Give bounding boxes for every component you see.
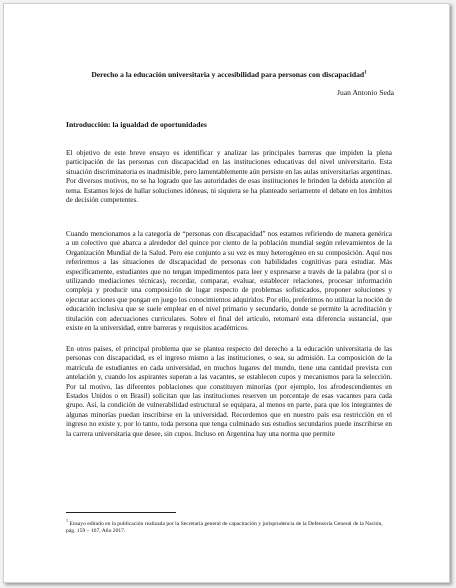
footnote-divider — [66, 512, 176, 513]
section-heading: Introducción: la igualdad de oportunidades — [66, 120, 207, 129]
document-title — [44, 70, 414, 80]
footnote — [66, 517, 392, 536]
title-footnote-marker: 1 — [364, 70, 367, 76]
document-page — [3, 3, 450, 583]
paragraph: Cuando mencionamos a la categoría de “personas con discapacidad” nos estamos refiriendo de manera genérica a un colectivo que abarca a alrededor del quince por ciento de la población mundial según relevamientos de la Organización Mundial de la Salud. Pero ese conjunto a su vez es muy heterogéneo en su composición. Aquí nos referiremos a las situaciones de discapacidad de personas con habilidades cognitivas para estudiar. Más específicamente, estudiantes que no tengan impedimentos para leer y expresarse a través de la palabra (por sí o utilizando mediaciones técnicas), recordar, comparar, evaluar, establecer relaciones, procesar información compleja y producir una composición de lugar respecto de problemas sofisticados, proponer soluciones y ejecutar acciones que pongan en juego los conocimientos adquiridos. Por ello, preferimos no utilizar la noción de educación inclusiva que se suele emplear en el nivel primario y secundario, donde se permite la acreditación y titulación con adecuaciones curriculares. Sobre el final del artículo, retomaré esta diferencia sustancial, que existe en la universidad, entre barreras y requisitos académicos. — [66, 230, 392, 333]
paragraph: En otros países, el principal problema que se plantea respecto del derecho a la educación universitaria de las personas con discapacidad, es el ingreso mismo a las instituciones, o sea, su admisión. La composición de la matrícula de estudiantes en cada universidad, en muchos lugares del mundo, tiene una cantidad prevista con antelación y, cuando los aspirantes superan a las vacantes, se establecen cupos y mecanismos para la selección. Por tal motivo, las diferentes poblaciones que constituyen minorías (por ejemplo, los afrodescendientes en Estados Unidos o en Brasil) solicitan que las instituciones reserven un porcentaje de esas vacantes para cada grupo. Así, la condición de vulnerabilidad estructural se equipara, al menos en parte, para que los integrantes de algunas minorías puedan inscribirse en la universidad. Recordemos que en nuestro país esa restricción en el ingreso no existe y, por lo tanto, toda persona que tenga culminado sus estudios secundarios puede inscribirse en la carrera universitaria que desee, sin cupos. Incluso en Argentina hay una norma que permite — [66, 345, 392, 438]
footnote-text: Ensayo editado en la publicación realizada por la Secretaría general de capacitación y jurisprudencia de la Defensoría General de la Nación, pág. 159 – 167, Año 2017. — [66, 520, 383, 535]
paragraph: El objetivo de este breve ensayo es identificar y analizar las principales barreras que impiden la plena participación de las personas con discapacidad en las instituciones educativas del nivel universitario. Esta situación discriminatoria es inadmisible, pero lamentablemente aún persiste en las aulas universitarias argentinas. Por diversos motivos, no se ha logrado que las autoridades de esas instituciones le brinden la debida atención al tema. Estamos lejos de hallar soluciones idóneas, ni siquiera se ha planteado seriamente el debate en los ámbitos de decisión competentes. — [66, 149, 392, 205]
footnote-marker: 1 — [66, 518, 68, 523]
author-name: Juan Antonio Seda — [337, 88, 394, 97]
title-text: Derecho a la educación universitaria y accesibilidad para personas con discapacidad — [91, 70, 365, 79]
